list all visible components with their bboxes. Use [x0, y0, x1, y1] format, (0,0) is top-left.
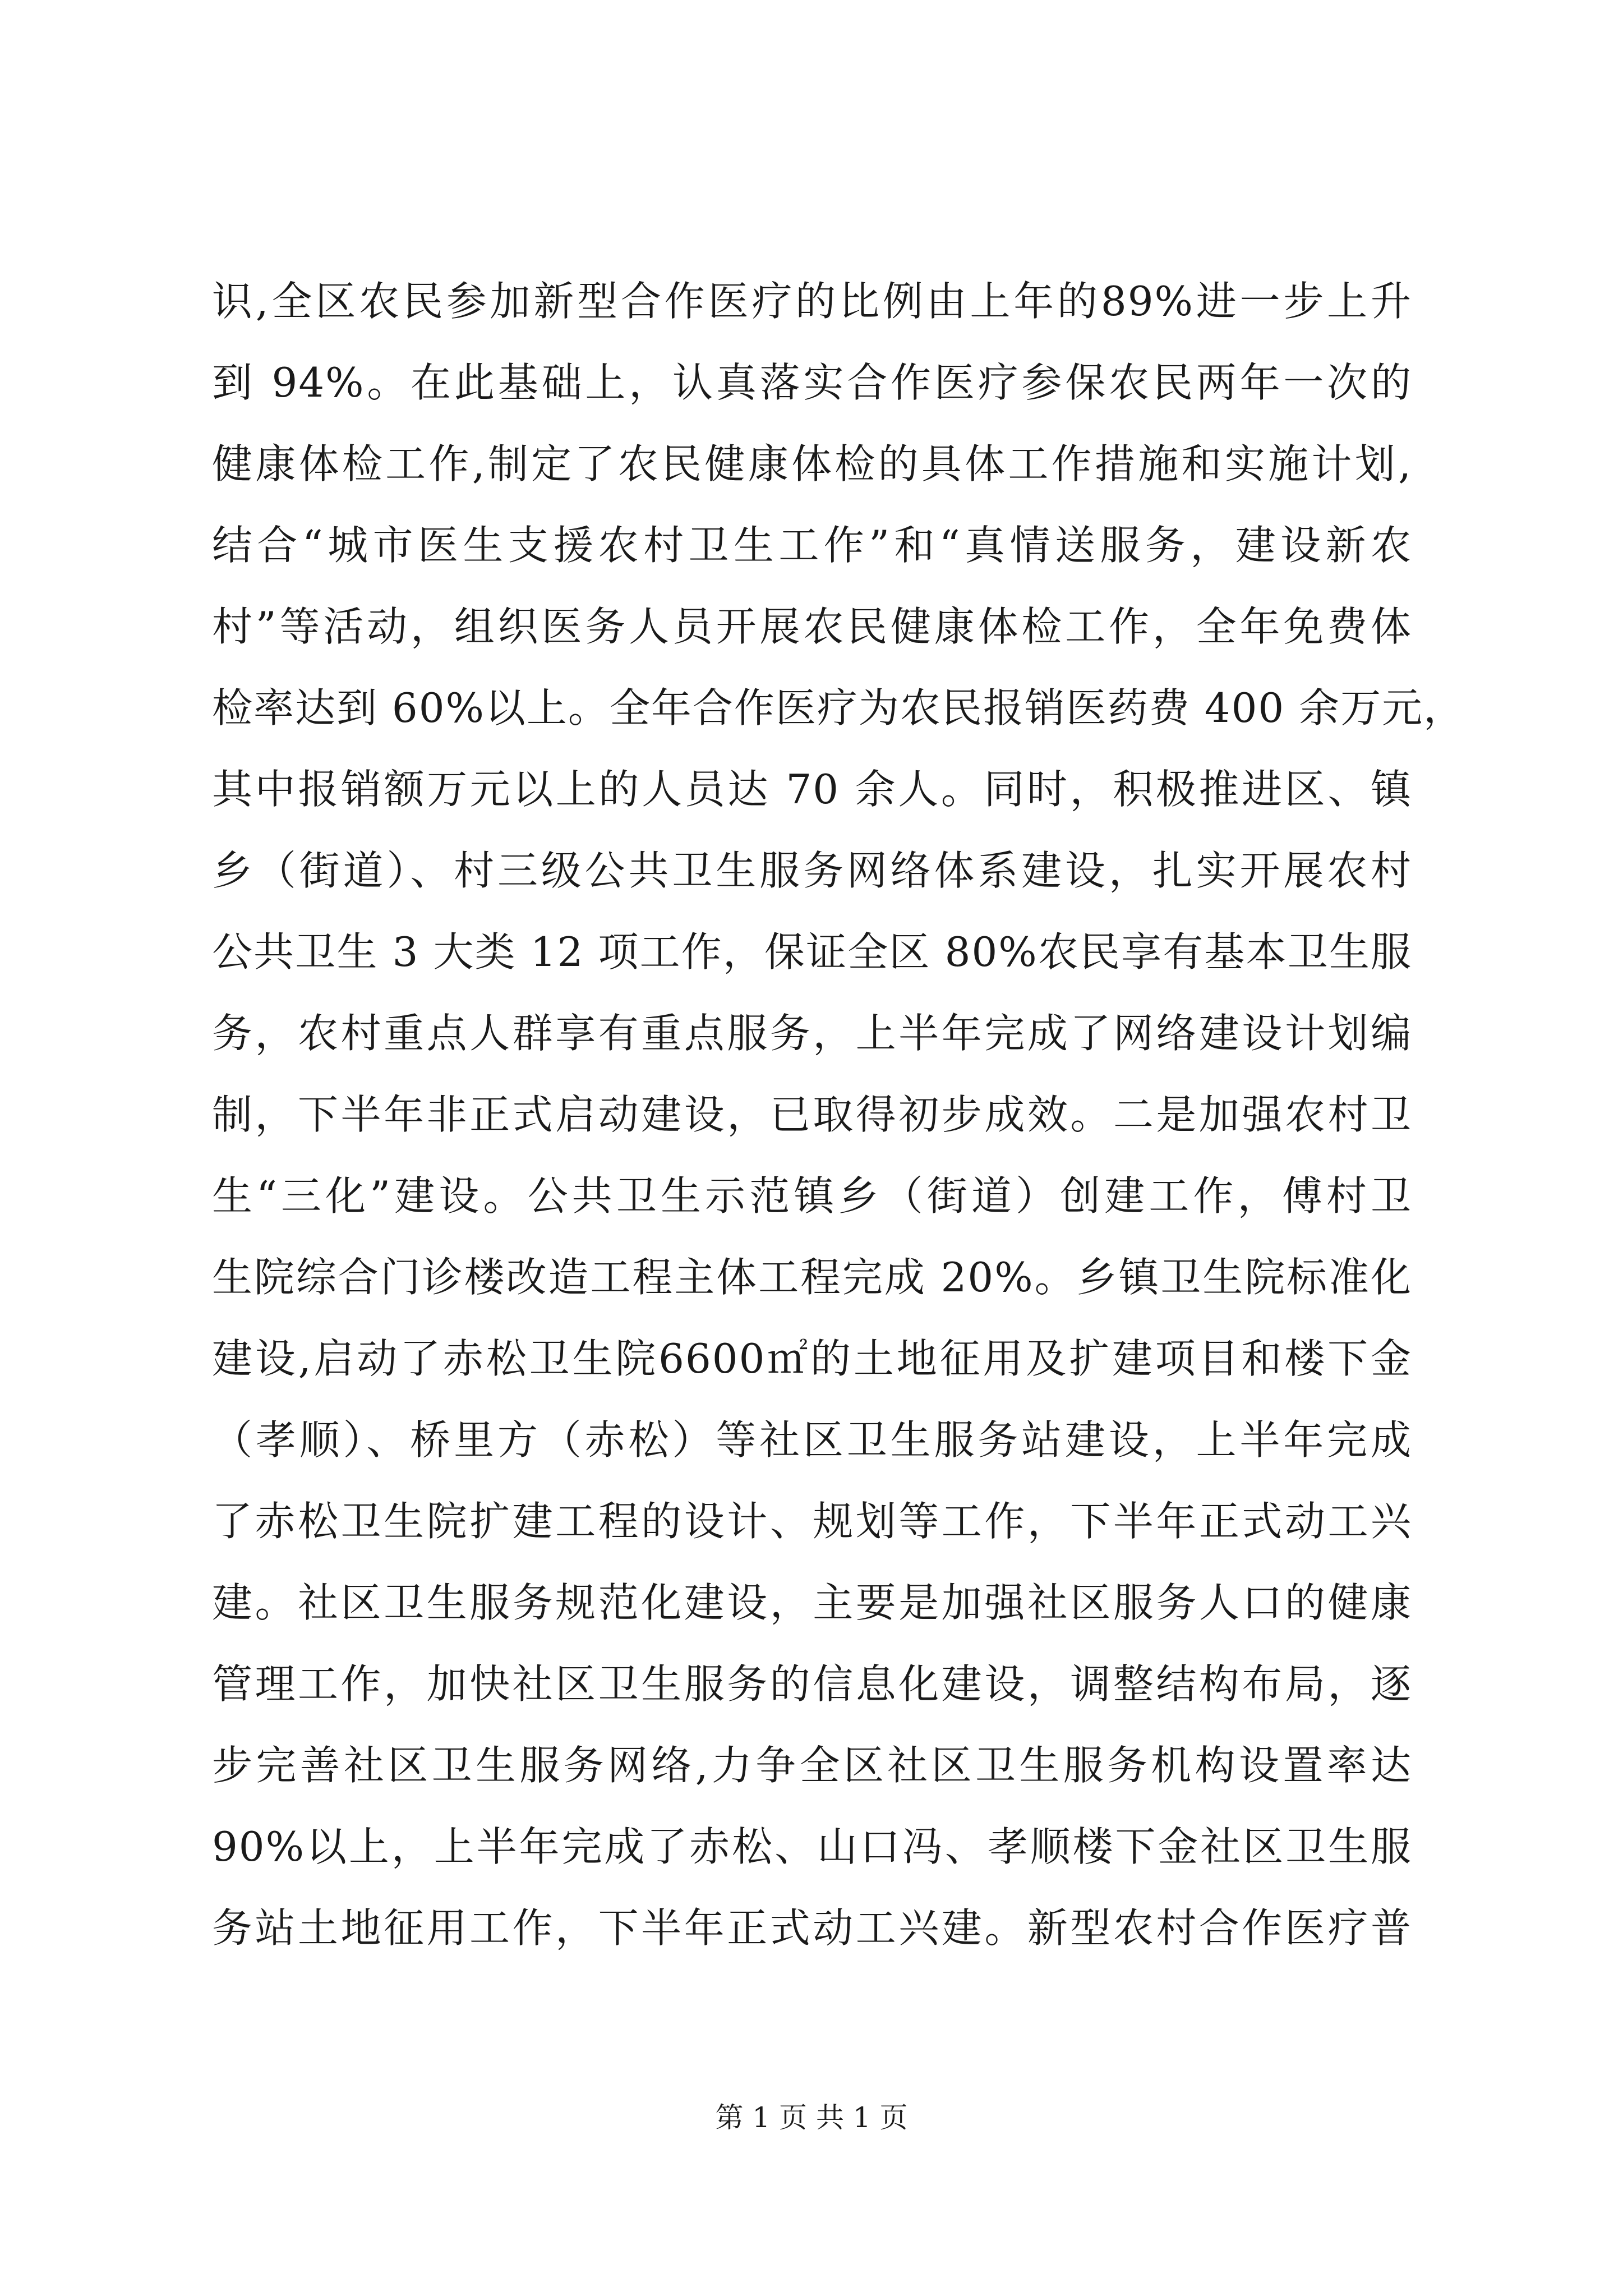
- text-line: 步完善社区卫生服务网络,力争全区社区卫生服务机构设置率达: [212, 1742, 1412, 1789]
- text-line: 建。社区卫生服务规范化建设，主要是加强社区服务人口的健康: [212, 1579, 1412, 1626]
- text-line: 结合“城市医生支援农村卫生工作”和“真情送服务，建设新农: [212, 522, 1412, 569]
- text-line: 建设,启动了赤松卫生院6600㎡的土地征用及扩建项目和楼下金: [212, 1335, 1412, 1382]
- text-line: 了赤松卫生院扩建工程的设计、规划等工作，下半年正式动工兴: [212, 1498, 1412, 1545]
- text-line: 90%以上，上半年完成了赤松、山口冯、孝顺楼下金社区卫生服: [212, 1823, 1412, 1870]
- text-line: 务站土地征用工作，下半年正式动工兴建。新型农村合作医疗普: [212, 1904, 1412, 1952]
- text-line: 健康体检工作,制定了农民健康体检的具体工作措施和实施计划,: [212, 440, 1412, 487]
- text-line: 乡（街道）、村三级公共卫生服务网络体系建设，扎实开展农村: [212, 847, 1412, 894]
- text-line: 识,全区农民参加新型合作医疗的比例由上年的89%进一步上升: [212, 278, 1412, 325]
- text-line: 制，下半年非正式启动建设，已取得初步成效。二是加强农村卫: [212, 1091, 1412, 1138]
- text-line: 生“三化”建设。公共卫生示范镇乡（街道）创建工作，傅村卫: [212, 1172, 1412, 1220]
- text-line: 务，农村重点人群享有重点服务，上半年完成了网络建设计划编: [212, 1010, 1412, 1057]
- text-line: （孝顺）、桥里方（赤松）等社区卫生服务站建设，上半年完成: [212, 1416, 1412, 1464]
- text-line: 公共卫生 3 大类 12 项工作，保证全区 80%农民享有基本卫生服: [212, 928, 1412, 976]
- page-number: 第 1 页 共 1 页: [715, 2101, 908, 2134]
- text-line: 检率达到 60%以上。全年合作医疗为农民报销医药费 400 余万元，: [212, 684, 1465, 731]
- text-line: 管理工作，加快社区卫生服务的信息化建设，调整结构布局，逐: [212, 1660, 1412, 1708]
- text-line: 其中报销额万元以上的人员达 70 余人。同时，积极推进区、镇: [212, 766, 1412, 813]
- text-line: 生院综合门诊楼改造工程主体工程完成 20%。乡镇卫生院标准化: [212, 1254, 1412, 1301]
- body-text: [212, 261, 1465, 1969]
- page-footer: [0, 2098, 1623, 2137]
- text-line: 村”等活动，组织医务人员开展农民健康体检工作，全年免费体: [212, 603, 1412, 650]
- text-line: 到 94%。在此基础上，认真落实合作医疗参保农民两年一次的: [212, 359, 1412, 406]
